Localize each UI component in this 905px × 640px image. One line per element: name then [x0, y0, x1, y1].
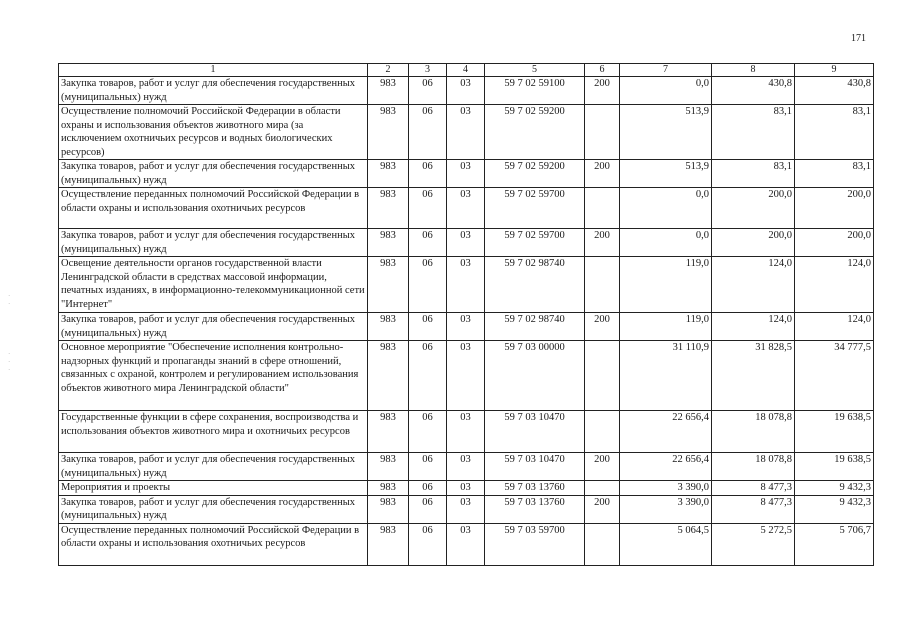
cell-section: 06 — [409, 523, 447, 565]
table-row — [59, 105, 874, 160]
cell-amount-col8: 5 272,5 — [712, 523, 795, 565]
cell-code-ministry: 983 — [368, 341, 409, 411]
cell-expense-type: 200 — [585, 229, 620, 257]
cell-expense-type: 200 — [585, 313, 620, 341]
cell-amount-col9: 83,1 — [795, 105, 874, 160]
cell-target-article: 59 7 02 98740 — [485, 257, 585, 313]
cell-subsection: 03 — [447, 188, 485, 229]
table-header-row — [59, 64, 874, 77]
cell-amount-col9: 9 432,3 — [795, 481, 874, 496]
cell-subsection: 03 — [447, 257, 485, 313]
cell-amount-col9: 19 638,5 — [795, 411, 874, 453]
cell-target-article: 59 7 02 98740 — [485, 313, 585, 341]
column-header: 7 — [620, 64, 712, 77]
cell-name: Закупка товаров, работ и услуг для обеспечения государственных (муниципальных) нужд — [59, 495, 368, 523]
cell-amount-col8: 18 078,8 — [712, 411, 795, 453]
cell-code-ministry: 983 — [368, 411, 409, 453]
table-row — [59, 77, 874, 105]
cell-section: 06 — [409, 257, 447, 313]
cell-name: Мероприятия и проекты — [59, 481, 368, 496]
cell-code-ministry: 983 — [368, 313, 409, 341]
cell-subsection: 03 — [447, 453, 485, 481]
cell-name: Осуществление переданных полномочий Российской Федерации в области охраны и использования охотничьих ресурсов — [59, 188, 368, 229]
column-header: 6 — [585, 64, 620, 77]
cell-code-ministry: 983 — [368, 77, 409, 105]
cell-amount-col9: 9 432,3 — [795, 495, 874, 523]
cell-target-article: 59 7 02 59700 — [485, 229, 585, 257]
cell-amount-col7: 31 110,9 — [620, 341, 712, 411]
cell-subsection: 03 — [447, 77, 485, 105]
cell-section: 06 — [409, 313, 447, 341]
cell-name: Закупка товаров, работ и услуг для обеспечения государственных (муниципальных) нужд — [59, 453, 368, 481]
cell-subsection: 03 — [447, 481, 485, 496]
cell-amount-col7: 22 656,4 — [620, 453, 712, 481]
budget-table — [58, 63, 874, 566]
cell-amount-col8: 18 078,8 — [712, 453, 795, 481]
table-row — [59, 313, 874, 341]
cell-target-article: 59 7 02 59700 — [485, 188, 585, 229]
cell-amount-col9: 200,0 — [795, 188, 874, 229]
cell-amount-col7: 513,9 — [620, 160, 712, 188]
column-header: 1 — [59, 64, 368, 77]
cell-target-article: 59 7 02 59200 — [485, 160, 585, 188]
cell-section: 06 — [409, 188, 447, 229]
cell-section: 06 — [409, 481, 447, 496]
cell-amount-col8: 430,8 — [712, 77, 795, 105]
cell-code-ministry: 983 — [368, 229, 409, 257]
scan-artifact: · · — [8, 292, 11, 308]
cell-section: 06 — [409, 495, 447, 523]
cell-target-article: 59 7 02 59200 — [485, 105, 585, 160]
cell-expense-type: 200 — [585, 495, 620, 523]
cell-target-article: 59 7 03 59700 — [485, 523, 585, 565]
cell-expense-type: 200 — [585, 453, 620, 481]
table-row — [59, 341, 874, 411]
cell-target-article: 59 7 03 13760 — [485, 481, 585, 496]
cell-expense-type — [585, 411, 620, 453]
cell-amount-col7: 0,0 — [620, 188, 712, 229]
cell-code-ministry: 983 — [368, 257, 409, 313]
page-number: 171 — [851, 33, 866, 44]
cell-amount-col9: 200,0 — [795, 229, 874, 257]
table-row — [59, 481, 874, 496]
table-row — [59, 188, 874, 229]
cell-amount-col9: 124,0 — [795, 313, 874, 341]
cell-amount-col7: 119,0 — [620, 313, 712, 341]
cell-section: 06 — [409, 229, 447, 257]
cell-subsection: 03 — [447, 341, 485, 411]
cell-amount-col8: 83,1 — [712, 160, 795, 188]
column-header: 2 — [368, 64, 409, 77]
cell-expense-type — [585, 481, 620, 496]
cell-target-article: 59 7 03 13760 — [485, 495, 585, 523]
cell-name: Государственные функции в сфере сохранения, воспроизводства и использования объектов животного мира и охотничьих ресурсов — [59, 411, 368, 453]
cell-target-article: 59 7 03 10470 — [485, 453, 585, 481]
cell-amount-col8: 8 477,3 — [712, 495, 795, 523]
cell-code-ministry: 983 — [368, 188, 409, 229]
cell-amount-col8: 200,0 — [712, 229, 795, 257]
cell-name: Осуществление переданных полномочий Российской Федерации в области охраны и использования охотничьих ресурсов — [59, 523, 368, 565]
table-row — [59, 257, 874, 313]
cell-amount-col7: 3 390,0 — [620, 495, 712, 523]
cell-amount-col8: 8 477,3 — [712, 481, 795, 496]
cell-name: Основное мероприятие "Обеспечение исполнения контрольно-надзорных функций и пропаганды знаний в сфере отношений, связанных с охраной, контролем и регулированием использования объектов животного мира Ленинградской области" — [59, 341, 368, 411]
cell-code-ministry: 983 — [368, 481, 409, 496]
cell-amount-col8: 83,1 — [712, 105, 795, 160]
cell-amount-col7: 119,0 — [620, 257, 712, 313]
cell-subsection: 03 — [447, 229, 485, 257]
cell-expense-type — [585, 188, 620, 229]
cell-section: 06 — [409, 341, 447, 411]
column-header: 9 — [795, 64, 874, 77]
cell-amount-col7: 513,9 — [620, 105, 712, 160]
cell-target-article: 59 7 02 59100 — [485, 77, 585, 105]
cell-section: 06 — [409, 411, 447, 453]
cell-target-article: 59 7 03 10470 — [485, 411, 585, 453]
cell-code-ministry: 983 — [368, 523, 409, 565]
cell-amount-col8: 124,0 — [712, 257, 795, 313]
table-row — [59, 229, 874, 257]
cell-amount-col9: 124,0 — [795, 257, 874, 313]
cell-amount-col7: 0,0 — [620, 229, 712, 257]
table-row — [59, 411, 874, 453]
cell-amount-col9: 83,1 — [795, 160, 874, 188]
table-body — [59, 77, 874, 566]
cell-amount-col8: 31 828,5 — [712, 341, 795, 411]
table-row — [59, 523, 874, 565]
column-header: 3 — [409, 64, 447, 77]
cell-expense-type — [585, 523, 620, 565]
cell-code-ministry: 983 — [368, 453, 409, 481]
cell-amount-col9: 34 777,5 — [795, 341, 874, 411]
column-header: 4 — [447, 64, 485, 77]
column-header: 8 — [712, 64, 795, 77]
table-row — [59, 495, 874, 523]
cell-subsection: 03 — [447, 523, 485, 565]
cell-expense-type: 200 — [585, 160, 620, 188]
cell-code-ministry: 983 — [368, 105, 409, 160]
cell-subsection: 03 — [447, 495, 485, 523]
cell-subsection: 03 — [447, 105, 485, 160]
cell-amount-col9: 430,8 — [795, 77, 874, 105]
cell-section: 06 — [409, 77, 447, 105]
cell-amount-col8: 124,0 — [712, 313, 795, 341]
cell-subsection: 03 — [447, 160, 485, 188]
table-row — [59, 160, 874, 188]
cell-amount-col9: 5 706,7 — [795, 523, 874, 565]
cell-section: 06 — [409, 160, 447, 188]
cell-subsection: 03 — [447, 313, 485, 341]
scan-artifact: · · · — [8, 350, 11, 374]
cell-code-ministry: 983 — [368, 495, 409, 523]
cell-expense-type: 200 — [585, 77, 620, 105]
cell-name: Закупка товаров, работ и услуг для обеспечения государственных (муниципальных) нужд — [59, 160, 368, 188]
cell-amount-col7: 0,0 — [620, 77, 712, 105]
cell-expense-type — [585, 257, 620, 313]
cell-amount-col7: 5 064,5 — [620, 523, 712, 565]
cell-name: Освещение деятельности органов государственной власти Ленинградской области в средствах массовой информации, печатных изданиях, в информационно-телекоммуникационной сети "Интернет" — [59, 257, 368, 313]
cell-section: 06 — [409, 105, 447, 160]
table-row — [59, 453, 874, 481]
cell-name: Закупка товаров, работ и услуг для обеспечения государственных (муниципальных) нужд — [59, 229, 368, 257]
cell-name: Закупка товаров, работ и услуг для обеспечения государственных (муниципальных) нужд — [59, 77, 368, 105]
cell-amount-col8: 200,0 — [712, 188, 795, 229]
cell-amount-col7: 3 390,0 — [620, 481, 712, 496]
cell-name: Закупка товаров, работ и услуг для обеспечения государственных (муниципальных) нужд — [59, 313, 368, 341]
cell-amount-col7: 22 656,4 — [620, 411, 712, 453]
cell-expense-type — [585, 341, 620, 411]
column-header: 5 — [485, 64, 585, 77]
cell-amount-col9: 19 638,5 — [795, 453, 874, 481]
cell-code-ministry: 983 — [368, 160, 409, 188]
cell-expense-type — [585, 105, 620, 160]
cell-target-article: 59 7 03 00000 — [485, 341, 585, 411]
cell-subsection: 03 — [447, 411, 485, 453]
cell-name: Осуществление полномочий Российской Федерации в области охраны и использования объектов животного мира (за исключением охотничьих ресурсов и водных биологических ресурсов) — [59, 105, 368, 160]
cell-section: 06 — [409, 453, 447, 481]
